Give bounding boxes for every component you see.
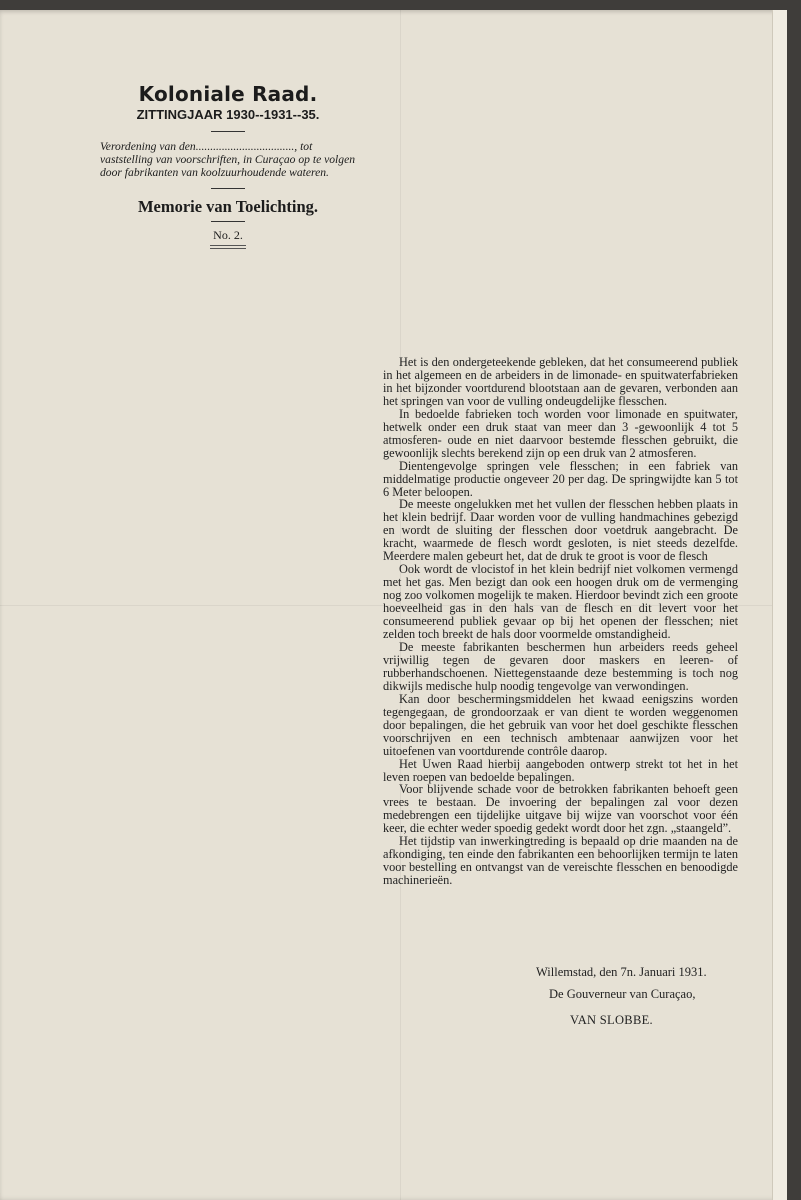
signature-name: VAN SLOBBE. [570, 1013, 653, 1027]
paragraph: Dientengevolge springen vele flesschen; in een fabriek van middelmatige productie ongeveer 20 per dag. De springwijdte kan 5 tot 6 Meter beloopen. [383, 458, 738, 499]
paragraph: Het tijdstip van inwerkingtreding is bepaald op drie maanden na de afkondiging, ten einde den fabrikanten een behoorlijken termijn te laten voor bestelling en ontvangst van de vereischte flesschen en benoodigde machinerieën. [383, 834, 738, 888]
memorie-rule [211, 221, 245, 222]
paragraph: De meeste ongelukken met het vullen der flesschen hebben plaats in het klein bedrijf. Daar worden voor de vulling handmachines gebezigd en wordt de sluiting der flesschen door voetdruk aangebracht. De kracht, waarmede de flesch wordt gesloten, is niet steeds dezelfde. Meerdere malen gebeurt het, dat de druk te groot is voor de flesch [383, 497, 738, 564]
page-edge [772, 10, 787, 1200]
paragraph: Het Uwen Raad hierbij aangeboden ontwerp strekt tot het in het leven roepen van bedoelde bepalingen. [383, 756, 738, 784]
paragraph: Ook wordt de vlocistof in het klein bedrijf niet volkomen vermengd met het gas. Men bezigt dan ook een hoogen druk om de vermenging nog zoo volkomen mogelijk te maken. Hierdoor bevindt zich een groote hoeveelheid gas in den hals van de flesch en dit levert voor het consumeerend publiek gevaar op bij het openen der flesschen; niet zelden toch breekt de hals door voormelde omstandigheid. [383, 562, 738, 642]
paragraph: Voor blijvende schade voor de betrokken fabrikanten behoeft geen vrees te bestaan. De invoering der bepalingen zal voor dezen medebrengen een tijdelijke uitgave bij wijze van voorschot voor één keer, die echter weder spoedig gedekt wordt door het zgn. „staangeld”. [383, 782, 738, 836]
paragraph: Kan door beschermingsmiddelen het kwaad eenigszins worden tegengegaan, de grondoorzaak er van dient te worden weggenomen door bepalingen, die het gebruik van voor het doel geschikte flesschen voorschrijven en een technisch ambtenaar aanwijzen voor het uitoefenen van voortdurende contrôle daarop. [383, 691, 738, 758]
paragraph: In bedoelde fabrieken toch worden voor limonade en spuitwater, hetwelk onder een druk staat van meer dan 3 -gewoonlijk 4 tot 5 atmosferen- oude en niet daarvoor bestemde flesschen gebruikt, die gewoonlijk slechts berekend zijn op een druk van 2 atmosferen. [383, 406, 738, 460]
council-title: Koloniale Raad. [138, 82, 318, 106]
regulation-description: Verordening van den.................................., tot vaststelling van voorschriften, in Curaçao op te volgen door fabrikanten van koolzuurhoudende wateren. [100, 140, 356, 180]
document-header [96, 82, 360, 249]
place-and-date: Willemstad, den 7n. Januari 1931. [536, 965, 707, 979]
document-number: No. 2. [213, 227, 243, 242]
explanatory-memorandum-body [383, 356, 738, 887]
paragraph: De meeste fabrikanten beschermen hun arbeiders reeds geheel vrijwillig tegen de gevaren door maskers en leeren- of rubberhandschoenen. Niettegenstaande deze bestemming is toch nog dikwijls medische hulp noodig tengevolge van verwondingen. [383, 639, 738, 693]
regulation-rule [211, 188, 245, 189]
governor-title: De Gouverneur van Curaçao, [549, 987, 696, 1001]
number-rule [210, 245, 246, 249]
paragraph: Het is den ondergeteekende gebleken, dat het consumeerend publiek in het algemeen en de arbeiders in de limonade- en spuitwaterfabrieken in het bijzonder voortdurend blootstaan aan de gevaren, verbonden aan het springen van voor de vulling ondeugdelijke flesschen. [383, 355, 738, 408]
session-year: ZITTINGJAAR 1930--1931--35. [136, 107, 320, 122]
header-rule [211, 131, 245, 132]
memorie-heading: Memorie van Toelichting. [137, 196, 319, 216]
